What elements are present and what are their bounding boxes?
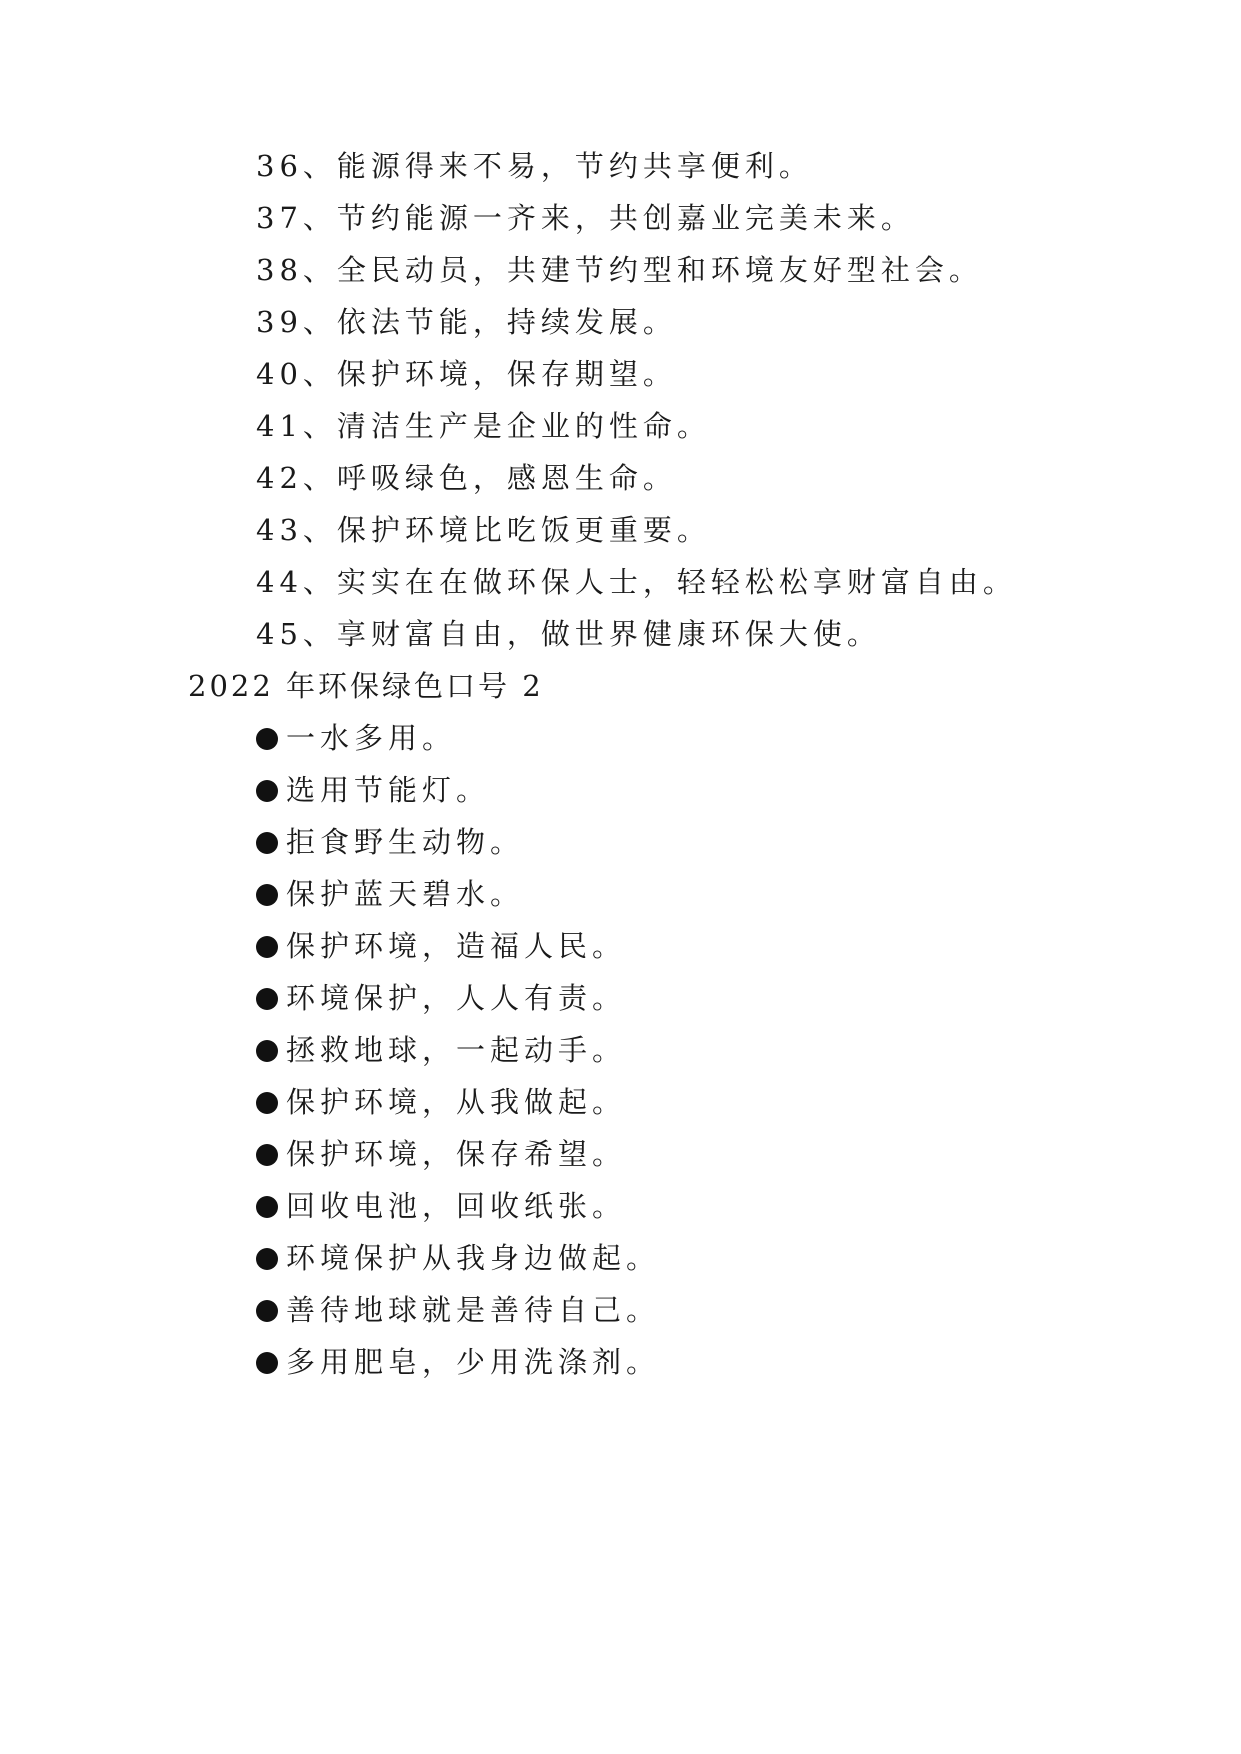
slogan-item-38: 38、全民动员，共建节约型和环境友好型社会。 bbox=[256, 253, 983, 287]
slogan-item-37: 37、节约能源一齐来，共创嘉业完美未来。 bbox=[256, 201, 915, 235]
slogan-number: 45 bbox=[256, 617, 303, 651]
slogan-text: 享财富自由，做世界健康环保大使。 bbox=[336, 617, 881, 651]
bullet-icon bbox=[256, 884, 278, 906]
slogan-text: 全民动员，共建节约型和环境友好型社会。 bbox=[336, 253, 983, 287]
bullet-text: 回收电池，回收纸张。 bbox=[286, 1189, 627, 1223]
bullet-text: 拯救地球，一起动手。 bbox=[286, 1033, 627, 1067]
slogan-item-36: 36、能源得来不易，节约共享便利。 bbox=[256, 149, 813, 183]
bullet-text: 选用节能灯。 bbox=[286, 773, 491, 807]
bullet-text: 善待地球就是善待自己。 bbox=[286, 1293, 661, 1327]
bullet-item bbox=[256, 1030, 626, 1070]
slogan-number: 41 bbox=[256, 409, 303, 443]
slogan-number: 44 bbox=[256, 565, 303, 599]
bullet-item bbox=[256, 718, 456, 758]
bullet-item bbox=[256, 770, 490, 810]
bullet-item bbox=[256, 874, 524, 914]
slogan-text: 保护环境比吃饭更重要。 bbox=[336, 513, 711, 547]
bullet-item bbox=[256, 1238, 660, 1278]
slogan-number: 42 bbox=[256, 461, 303, 495]
slogan-item-42: 42、呼吸绿色，感恩生命。 bbox=[256, 461, 677, 495]
slogan-item-41: 41、清洁生产是企业的性命。 bbox=[256, 409, 711, 443]
slogan-item-39: 39、依法节能，持续发展。 bbox=[256, 305, 677, 339]
bullet-icon bbox=[256, 780, 278, 802]
slogan-text: 呼吸绿色，感恩生命。 bbox=[336, 461, 677, 495]
slogan-item-45: 45、享财富自由，做世界健康环保大使。 bbox=[256, 617, 881, 651]
bullet-text: 保护环境，从我做起。 bbox=[286, 1085, 627, 1119]
bullet-text: 拒食野生动物。 bbox=[286, 825, 525, 859]
bullet-icon bbox=[256, 1092, 278, 1114]
bullet-text: 保护环境，造福人民。 bbox=[286, 929, 627, 963]
bullet-item bbox=[256, 1134, 626, 1174]
slogan-number: 40 bbox=[256, 357, 303, 391]
bullet-icon bbox=[256, 1040, 278, 1062]
bullet-icon bbox=[256, 1352, 278, 1374]
slogan-number: 36 bbox=[256, 149, 303, 183]
bullet-text: 保护环境，保存希望。 bbox=[286, 1137, 627, 1171]
slogan-text: 能源得来不易，节约共享便利。 bbox=[336, 149, 813, 183]
bullet-icon bbox=[256, 1196, 278, 1218]
bullet-item bbox=[256, 822, 524, 862]
slogan-number: 43 bbox=[256, 513, 303, 547]
bullet-item bbox=[256, 1290, 660, 1330]
bullet-icon bbox=[256, 1300, 278, 1322]
bullet-icon bbox=[256, 1144, 278, 1166]
slogan-item-44: 44、实实在在做环保人士，轻轻松松享财富自由。 bbox=[256, 565, 1017, 599]
bullet-item bbox=[256, 1342, 660, 1382]
bullet-item bbox=[256, 1082, 626, 1122]
bullet-text: 保护蓝天碧水。 bbox=[286, 877, 525, 911]
bullet-icon bbox=[256, 728, 278, 750]
slogan-text: 清洁生产是企业的性命。 bbox=[336, 409, 711, 443]
slogan-number: 37 bbox=[256, 201, 303, 235]
bullet-text: 环境保护从我身边做起。 bbox=[286, 1241, 661, 1275]
slogan-text: 依法节能，持续发展。 bbox=[336, 305, 677, 339]
bullet-icon bbox=[256, 988, 278, 1010]
slogan-number: 38 bbox=[256, 253, 303, 287]
bullet-text: 一水多用。 bbox=[286, 721, 457, 755]
slogan-number: 39 bbox=[256, 305, 303, 339]
bullet-text: 环境保护，人人有责。 bbox=[286, 981, 627, 1015]
slogan-text: 节约能源一齐来，共创嘉业完美未来。 bbox=[336, 201, 915, 235]
bullet-text: 多用肥皂，少用洗涤剂。 bbox=[286, 1345, 661, 1379]
section-heading: 2022 年环保绿色口号 2 bbox=[188, 669, 544, 703]
slogan-text: 实实在在做环保人士，轻轻松松享财富自由。 bbox=[336, 565, 1017, 599]
bullet-icon bbox=[256, 832, 278, 854]
slogan-text: 保护环境，保存期望。 bbox=[336, 357, 677, 391]
bullet-icon bbox=[256, 936, 278, 958]
slogan-item-43: 43、保护环境比吃饭更重要。 bbox=[256, 513, 711, 547]
bullet-icon bbox=[256, 1248, 278, 1270]
slogan-item-40: 40、保护环境，保存期望。 bbox=[256, 357, 677, 391]
bullet-item bbox=[256, 926, 626, 966]
bullet-item bbox=[256, 978, 626, 1018]
bullet-item bbox=[256, 1186, 626, 1226]
